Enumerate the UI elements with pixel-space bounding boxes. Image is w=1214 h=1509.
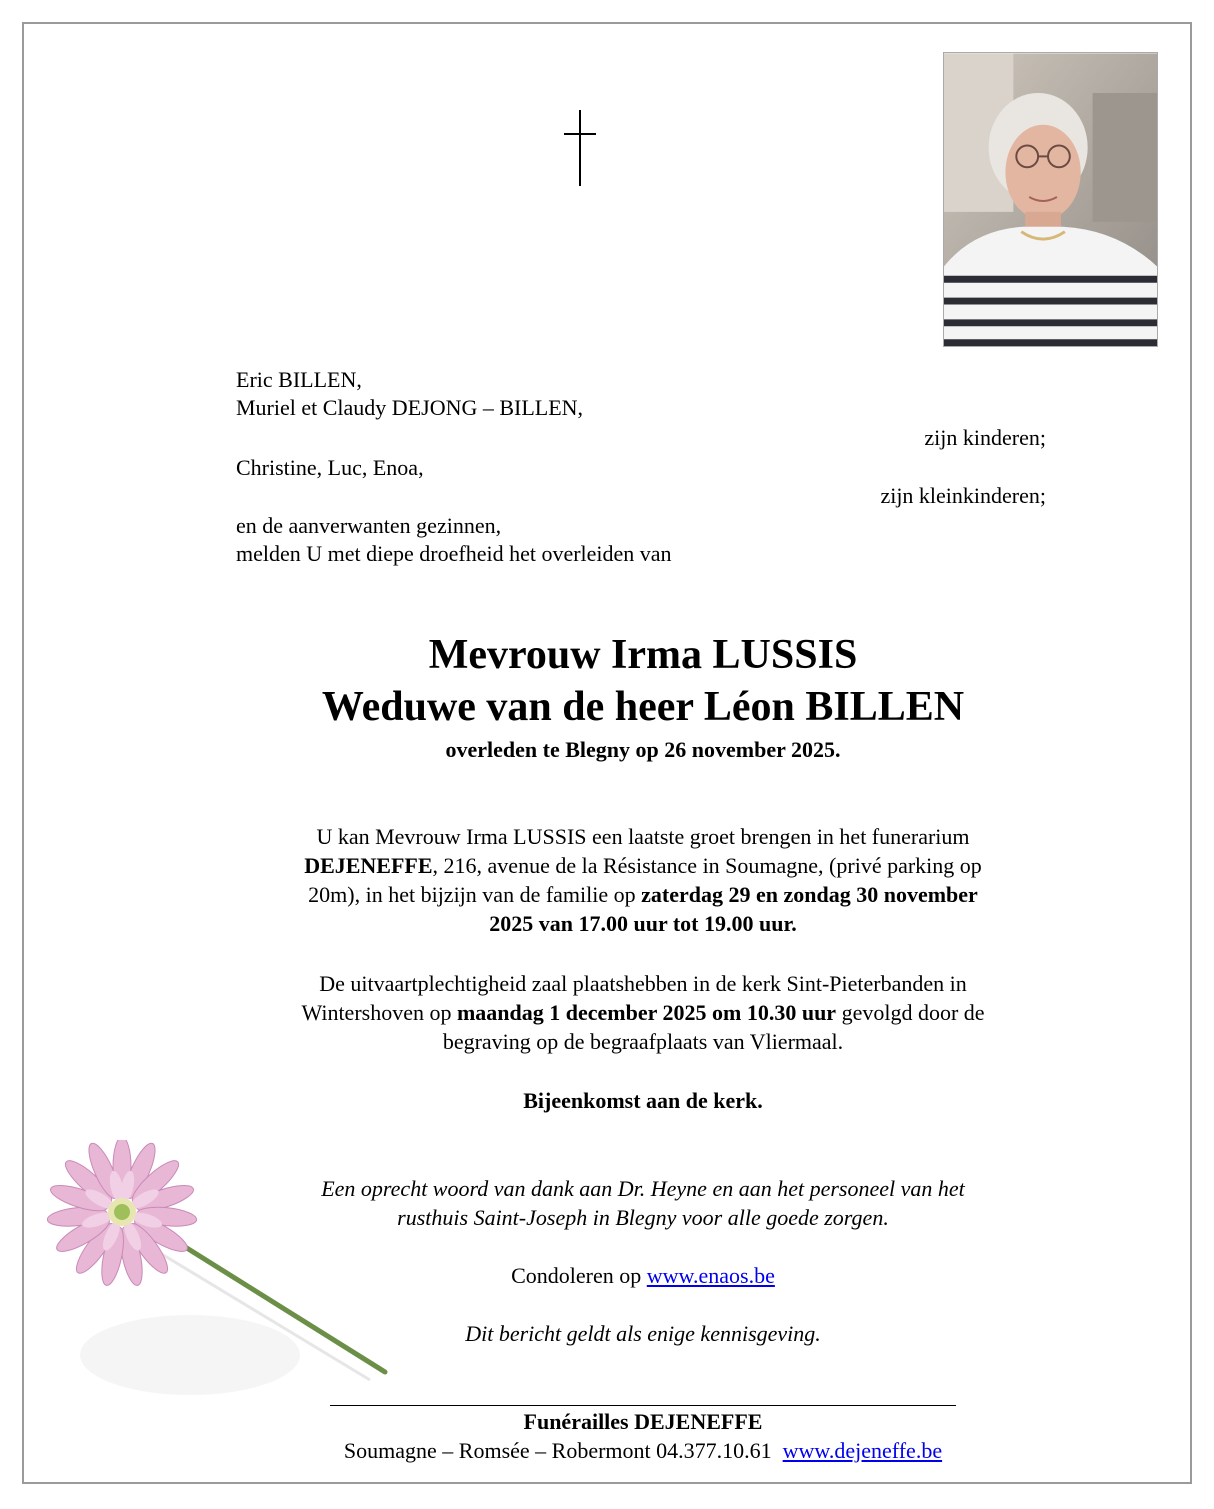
ceremony-line-2 (200, 998, 1086, 1027)
ceremony-datetime: maandag 1 december 2025 om 10.30 uur (456, 1000, 837, 1025)
visitation-hours: 2025 van 17.00 uur tot 19.00 uur. (489, 911, 797, 936)
footer-rule (330, 1405, 956, 1406)
visitation-paragraph (200, 822, 1086, 938)
footer-locations: Soumagne – Romsée – Robermont 04.377.10.61 (343, 1438, 772, 1463)
visitation-line-4 (200, 909, 1086, 938)
family-line-4: en de aanverwanten gezinnen, (236, 513, 502, 538)
notice-line: Dit bericht geldt als enige kennisgeving. (465, 1321, 821, 1346)
ceremony-followed: gevolgd door de (836, 1000, 985, 1025)
visitation-line-1: U kan Mevrouw Irma LUSSIS een laatste groet brengen in het funerarium (316, 824, 970, 849)
flower-icon (40, 1140, 410, 1440)
family-line-5: melden U met diepe droefheid het overleiden van (236, 541, 672, 566)
visitation-family-text: 20m), in het bijzijn van de familie op (308, 882, 642, 907)
condolence-link[interactable]: www.enaos.be (646, 1263, 775, 1288)
ceremony-line-1: De uitvaartplechtigheid zaal plaatshebben in de kerk Sint-Pieterbanden in (319, 971, 967, 996)
gathering-line: Bijeenkomst aan de kerk. (523, 1088, 763, 1113)
thanks-line-2: rusthuis Saint-Joseph in Blegny voor alle goede zorgen. (397, 1205, 889, 1230)
family-line-3: Christine, Luc, Enoa, (236, 455, 424, 480)
grandchildren-label: zijn kleinkinderen; (880, 483, 1046, 508)
cross-icon (562, 108, 598, 188)
visitation-line-2 (200, 851, 1086, 880)
ceremony-location: Wintershoven op (301, 1000, 457, 1025)
death-date-line: overleden te Blegny op 26 november 2025. (445, 737, 841, 762)
condolence-label: Condoleren op (511, 1263, 647, 1288)
visitation-line-3 (200, 880, 1086, 909)
footer-contact-line (0, 1437, 1214, 1465)
children-label: zijn kinderen; (924, 425, 1046, 450)
deceased-name: Mevrouw Irma LUSSIS (428, 632, 858, 678)
footer-website-link[interactable]: www.dejeneffe.be (782, 1438, 943, 1463)
family-line-1: Eric BILLEN, (236, 367, 362, 392)
thanks-line-1: Een oprecht woord van dank aan Dr. Heyne en aan het personeel van het (321, 1176, 965, 1201)
family-line-2: Muriel et Claudy DEJONG – BILLEN, (236, 395, 584, 420)
visitation-dates: zaterdag 29 en zondag 30 november (641, 882, 978, 907)
ceremony-paragraph (200, 969, 1086, 1056)
deceased-widow-line: Weduwe van de heer Léon BILLEN (321, 684, 965, 730)
funeral-home-name: DEJENEFFE (304, 853, 433, 878)
portrait-photo (943, 52, 1158, 347)
visitation-address: , 216, avenue de la Résistance in Soumagne, (privé parking op (432, 853, 982, 878)
ceremony-line-3: begraving op de begraafplaats van Vliermaal. (442, 1029, 844, 1054)
footer-company: Funérailles DEJENEFFE (523, 1409, 763, 1434)
